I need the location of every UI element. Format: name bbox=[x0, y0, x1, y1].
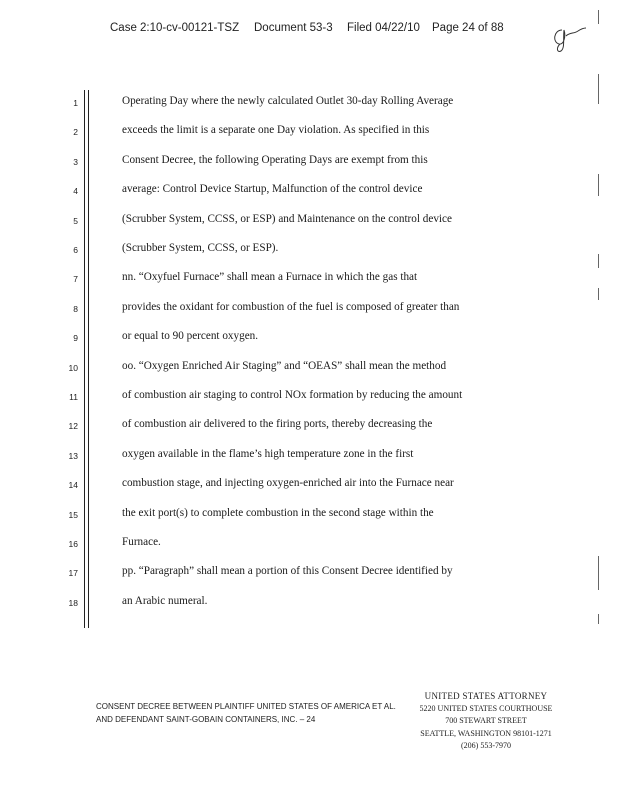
handwritten-initials bbox=[548, 18, 588, 52]
margin-rule bbox=[84, 90, 85, 628]
address-line: 5220 UNITED STATES COURTHOUSE bbox=[419, 703, 553, 713]
margin-rule bbox=[88, 90, 89, 628]
line-number: 3 bbox=[73, 156, 78, 167]
line-number: 15 bbox=[68, 509, 78, 520]
body-text-line: (Scrubber System, CCSS, or ESP) and Maintenance on the control device bbox=[122, 212, 452, 225]
line-number: 10 bbox=[68, 362, 78, 373]
line-number: 6 bbox=[73, 245, 78, 255]
line-number: 16 bbox=[68, 539, 78, 549]
body-text-line: average: Control Device Startup, Malfunction of the control device bbox=[122, 183, 423, 196]
footer-caption-line: AND DEFENDANT SAINT-GOBAIN CONTAINERS, INC. – 24 bbox=[96, 715, 316, 724]
document-number: Document 53-3 bbox=[254, 22, 333, 34]
body-text-line: Furnace. bbox=[122, 536, 161, 548]
line-number: 8 bbox=[73, 303, 78, 314]
body-text-line: provides the oxidant for combustion of the fuel is composed of greater than bbox=[122, 300, 460, 313]
line-number: 14 bbox=[68, 480, 78, 491]
line-number: 17 bbox=[68, 568, 78, 579]
scan-edge-marks bbox=[598, 0, 608, 800]
line-number: 5 bbox=[73, 215, 78, 226]
address-line: SEATTLE, WASHINGTON 98101-1271 bbox=[420, 728, 552, 738]
body-text-line: oo. “Oxygen Enriched Air Staging” and “OEAS” shall mean the method bbox=[122, 359, 447, 372]
line-number: 9 bbox=[73, 333, 78, 344]
line-number: 13 bbox=[68, 450, 78, 461]
body-text-line: nn. “Oxyfuel Furnace” shall mean a Furnace in which the gas that bbox=[122, 271, 418, 284]
body-text-line: Operating Day where the newly calculated Outlet 30-day Rolling Average bbox=[122, 95, 454, 107]
line-number: 7 bbox=[73, 274, 78, 285]
line-number: 18 bbox=[68, 597, 78, 608]
body-text-line: an Arabic numeral. bbox=[122, 594, 208, 607]
body-text-line: the exit port(s) to complete combustion in the second stage within the bbox=[122, 506, 434, 519]
body-text-line: of combustion air staging to control NOx formation by reducing the amount bbox=[122, 389, 463, 401]
footer-caption-line: CONSENT DECREE BETWEEN PLAINTIFF UNITED STATES OF AMERICA ET AL. bbox=[96, 702, 396, 711]
case-number: Case 2:10-cv-00121-TSZ bbox=[110, 22, 240, 34]
office-name: UNITED STATES ATTORNEY bbox=[424, 691, 548, 701]
footer-caption bbox=[96, 700, 396, 726]
body-text-line: combustion stage, and injecting oxygen-enriched air into the Furnace near bbox=[122, 477, 454, 490]
body-text-line: pp. “Paragraph” shall mean a portion of this Consent Decree identified by bbox=[122, 565, 453, 578]
address-line: 700 STEWART STREET bbox=[445, 716, 527, 725]
page-number: Page 24 of 88 bbox=[432, 22, 504, 34]
line-number: 4 bbox=[73, 186, 78, 197]
body-text-line: of combustion air delivered to the firing ports, thereby decreasing the bbox=[122, 418, 433, 431]
body-text-line: exceeds the limit is a separate one Day violation. As specified in this bbox=[122, 124, 430, 137]
body-text-line: or equal to 90 percent oxygen. bbox=[122, 330, 259, 343]
line-number: 11 bbox=[69, 392, 78, 402]
body-text-line: Consent Decree, the following Operating Days are exempt from this bbox=[122, 153, 428, 166]
line-number: 2 bbox=[73, 127, 78, 138]
filed-date: Filed 04/22/10 bbox=[347, 22, 420, 34]
line-number: 12 bbox=[68, 421, 78, 432]
body-text-line: (Scrubber System, CCSS, or ESP). bbox=[122, 242, 279, 254]
attorney-address-block bbox=[412, 690, 560, 753]
phone-number: (206) 553-7970 bbox=[461, 741, 511, 750]
body-text-line: oxygen available in the flame’s high temperature zone in the first bbox=[122, 447, 414, 460]
line-number: 1 bbox=[73, 98, 78, 108]
